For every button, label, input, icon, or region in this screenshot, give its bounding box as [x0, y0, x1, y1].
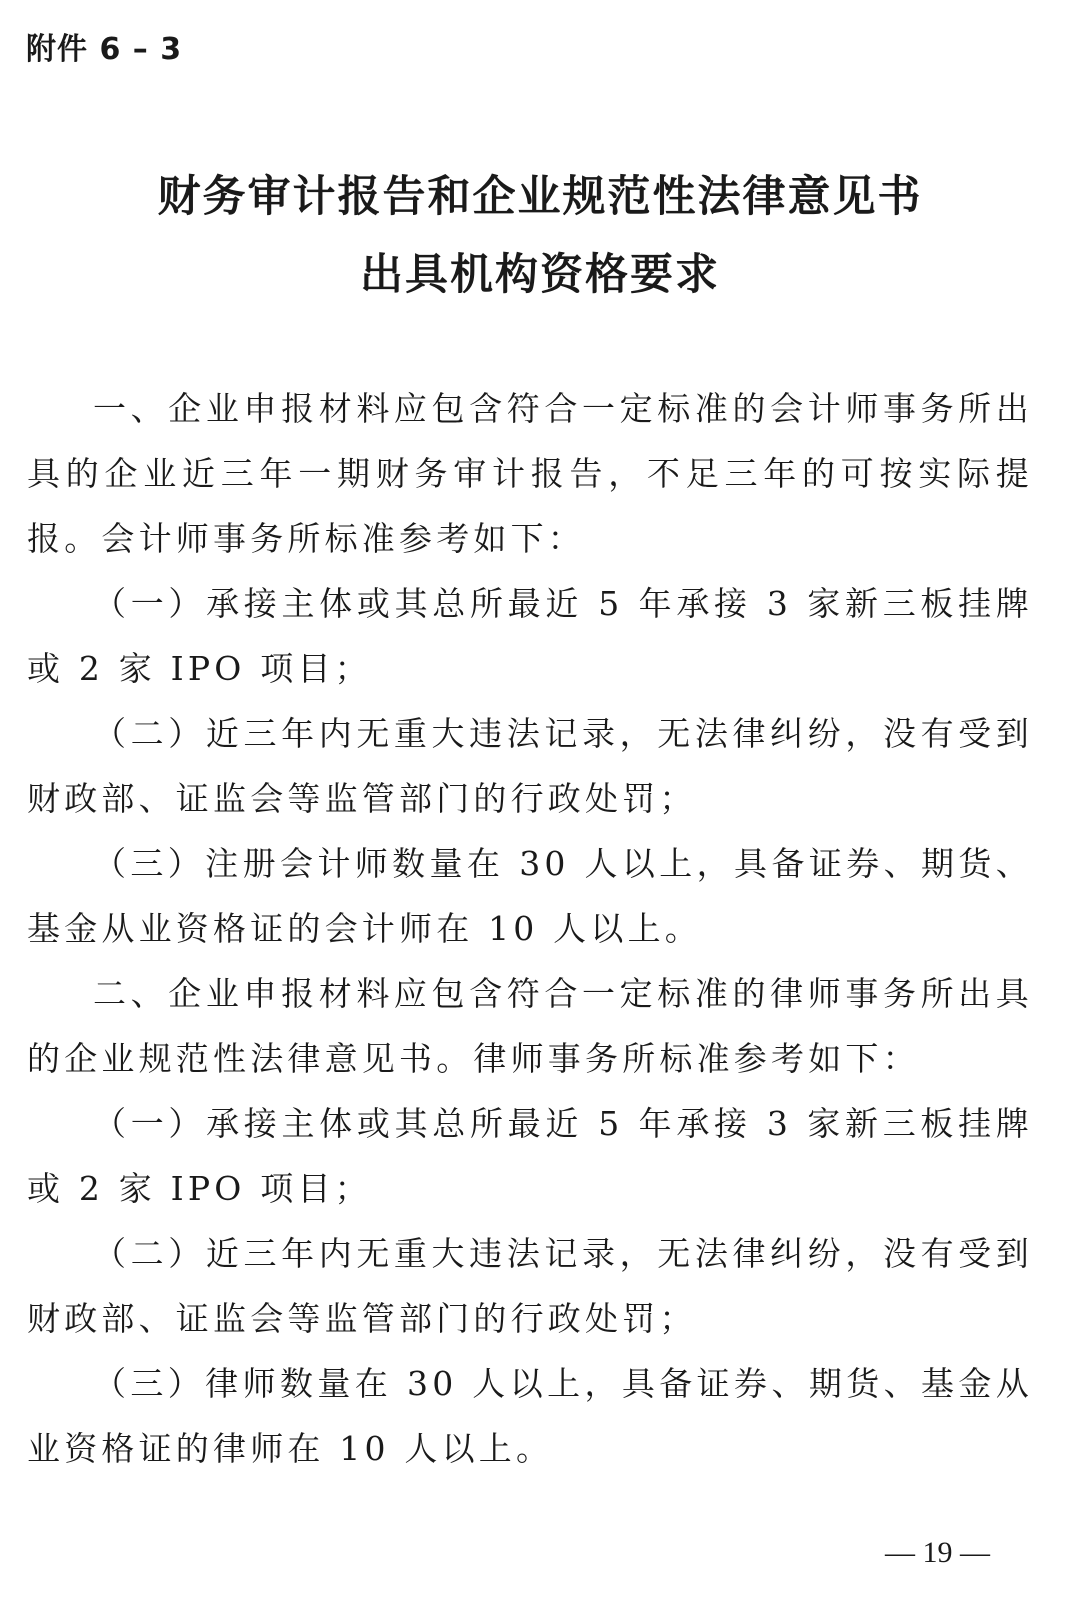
title-line-2: 出具机构资格要求 [360, 250, 720, 300]
paragraph-accounting-intro: 一、企业申报材料应包含符合一定标准的会计师事务所出具的企业近三年一期财务审计报告，不足三年的可按实际提报。会计师事务所标准参考如下： [27, 389, 1033, 558]
title-line-1: 财务审计报告和企业规范性法律意见书 [157, 172, 923, 222]
paragraph-accounting-item-2: （二）近三年内无重大违法记录，无法律纠纷，没有受到财政部、证监会等监管部门的行政处罚； [27, 714, 1033, 818]
page-number: — 19 — [885, 1536, 990, 1569]
paragraph-law-item-3: （三）律师数量在 30 人以上，具备证券、期货、基金从业资格证的律师在 10 人以上。 [27, 1364, 1033, 1468]
paragraph-law-intro: 二、企业申报材料应包含符合一定标准的律师事务所出具的企业规范性法律意见书。律师事务所标准参考如下： [27, 974, 1033, 1078]
paragraph-accounting-item-3: （三）注册会计师数量在 30 人以上，具备证券、期货、基金从业资格证的会计师在 10 人以上。 [27, 844, 1033, 948]
paragraph-accounting-item-1: （一）承接主体或其总所最近 5 年承接 3 家新三板挂牌或 2 家 IPO 项目； [27, 584, 1033, 688]
document-title [0, 158, 1080, 314]
attachment-label: 附件 6 – 3 [26, 32, 183, 67]
paragraph-law-item-2: （二）近三年内无重大违法记录，无法律纠纷，没有受到财政部、证监会等监管部门的行政处罚； [27, 1234, 1033, 1338]
paragraph-law-item-1: （一）承接主体或其总所最近 5 年承接 3 家新三板挂牌或 2 家 IPO 项目； [27, 1104, 1033, 1208]
document-body [27, 376, 1033, 1481]
